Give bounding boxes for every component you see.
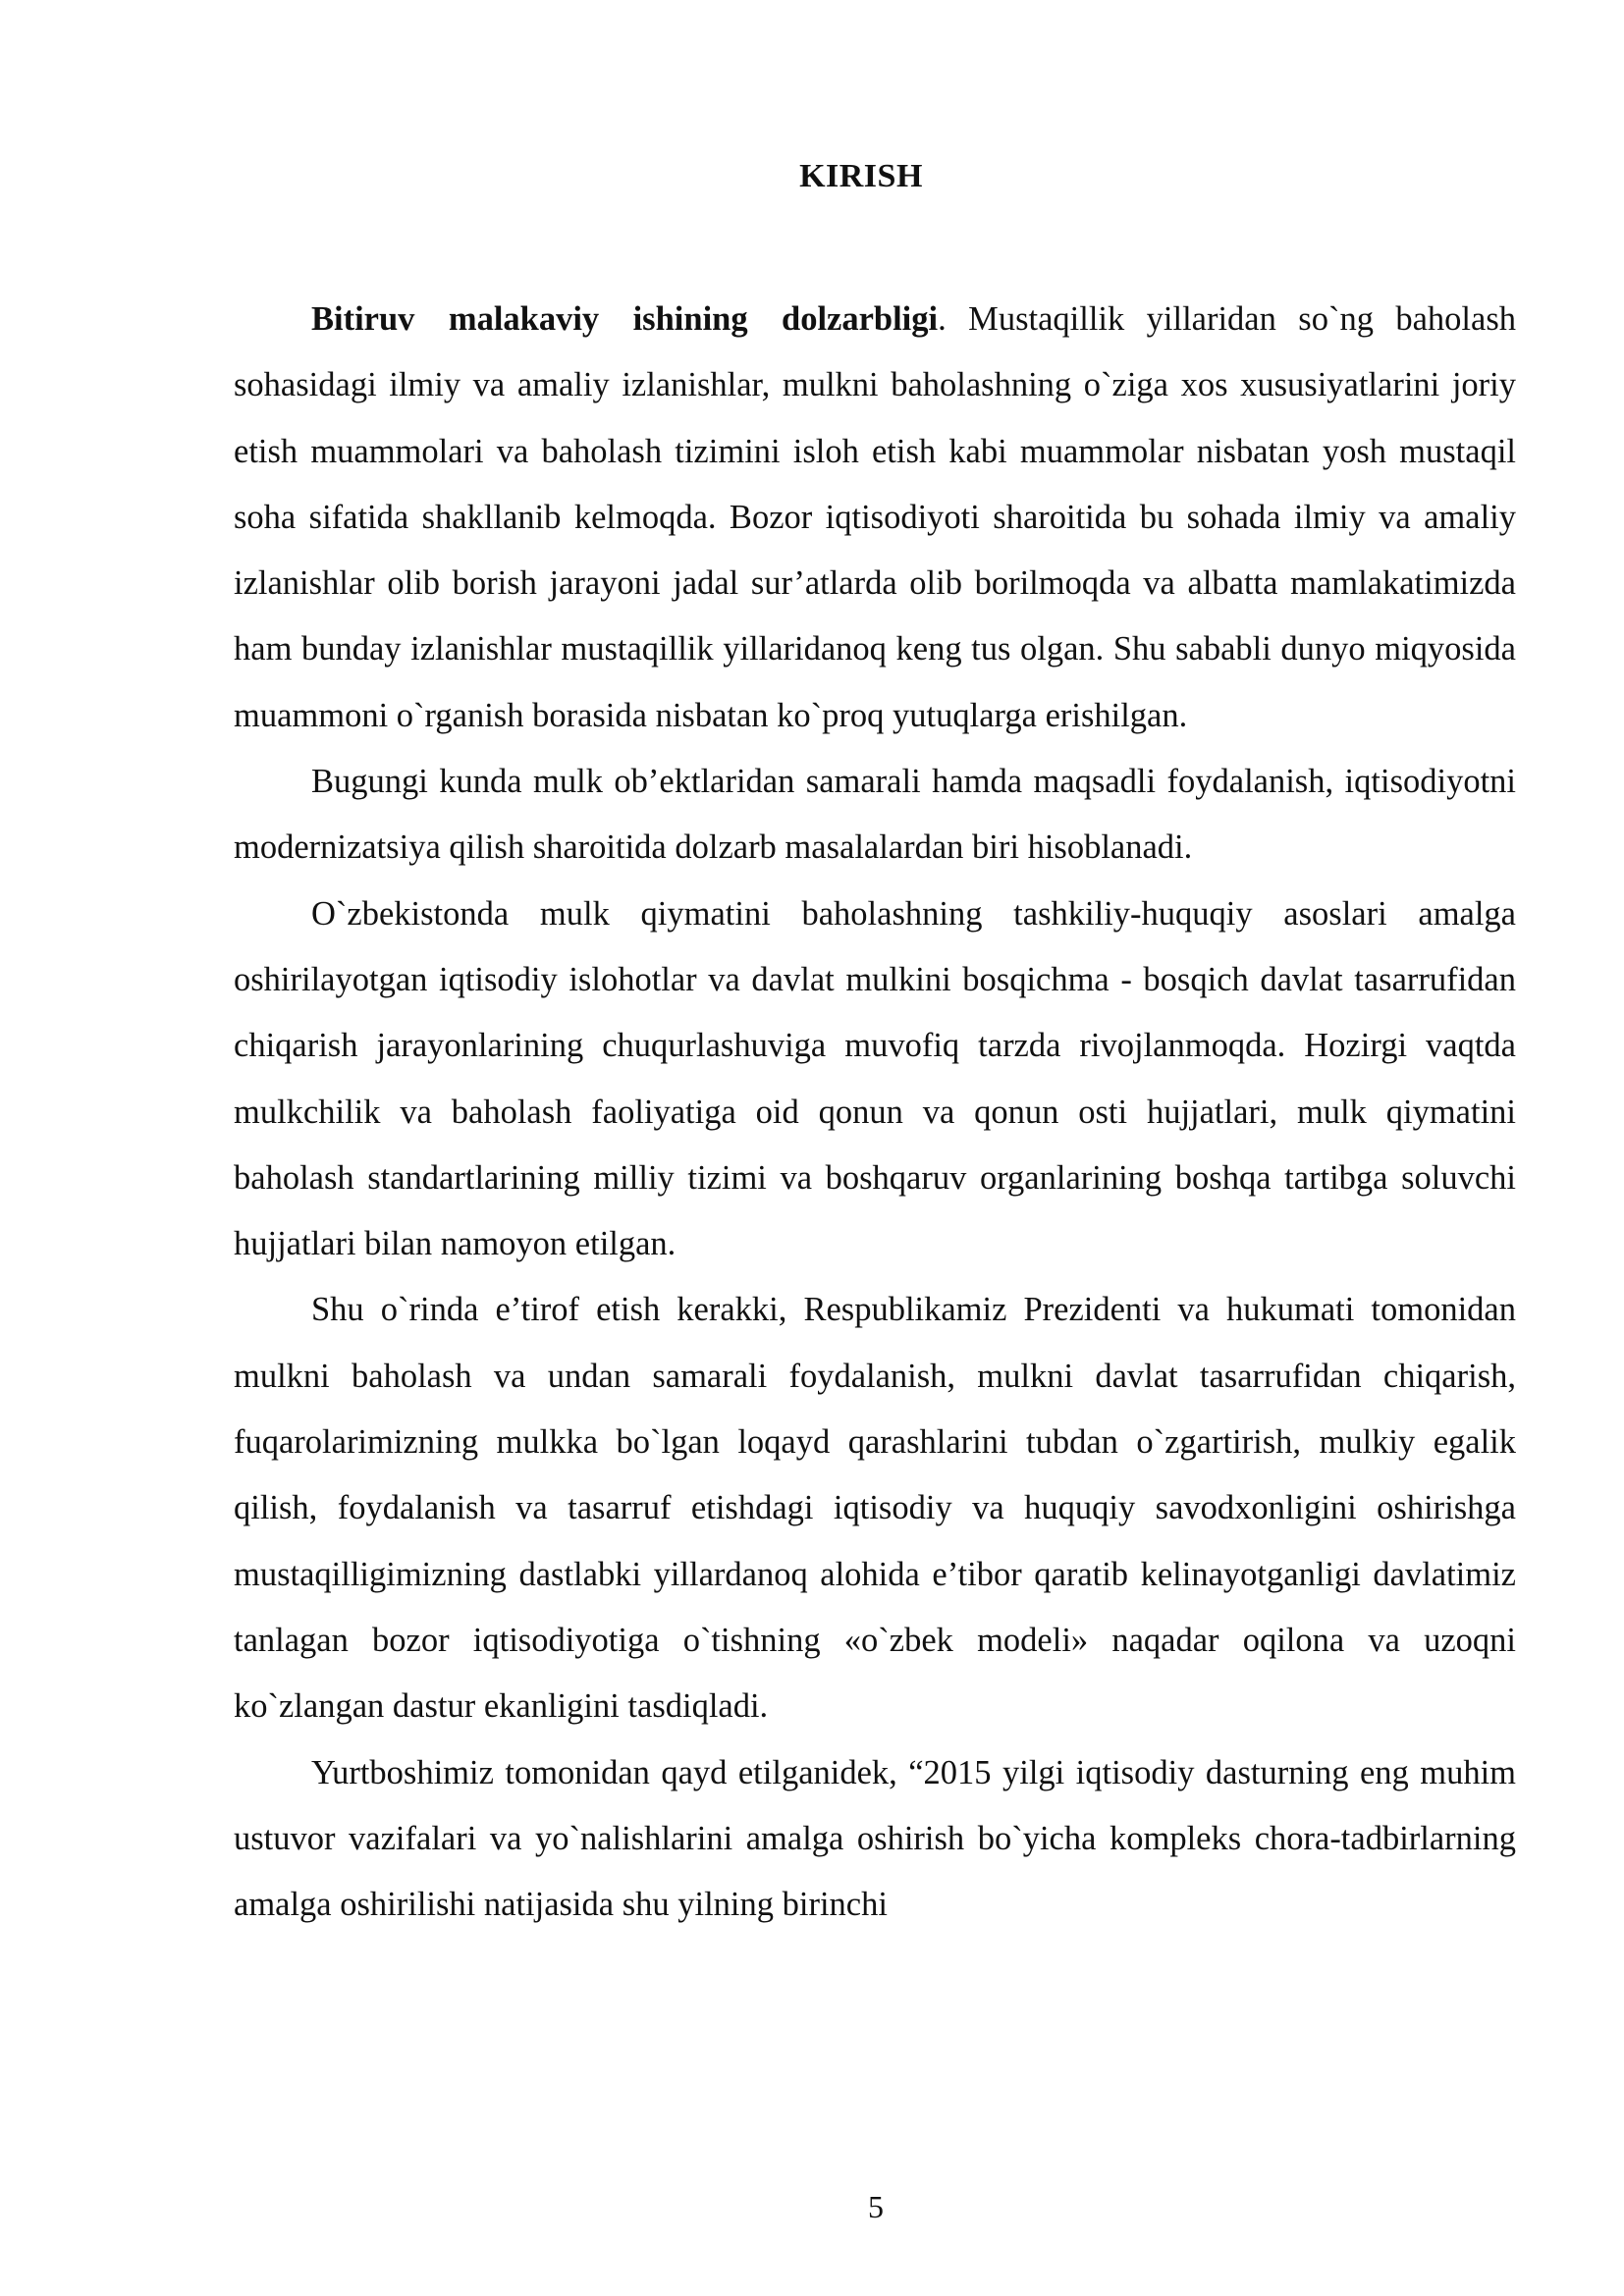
paragraph: O`zbekistonda mulk qiymatini baholashning tashkiliy-huquqiy asoslari amalga oshirilayotgan iqtisodiy islohotlar va davlat mulkini bosqichma - bosqich davlat tasarrufidan chiqarish jarayonlarining chuqurlashuviga muvofiq tarzda rivojlanmoqda. Hozirgi vaqtda mulkchilik va baholash faoliyatiga oid qonun va qonun osti hujjatlari, mulk qiymatini baholash standartlarining milliy tizimi va boshqaruv organlarining boshqa tartibga soluvchi hujjatlari bilan namoyon etilgan. [234,894,1516,1263]
paragraph: Yurtboshimiz tomonidan qayd etilganidek, “2015 yilgi iqtisodiy dasturning eng muhim ustuvor vazifalari va yo`nalishlarini amalga oshirish bo`yicha kompleks chora-tadbirlarning amalga oshirilishi natijasida shu yilning birinchi [234,1753,1516,1924]
paragraph: Shu o`rinda e’tirof etish kerakki, Respublikamiz Prezidenti va hukumati tomonidan mulkni baholash va undan samarali foydalanish, mulkni davlat tasarrufidan chiqarish, fuqarolarimizning mulkka bo`lgan loqayd qarashlarini tubdan o`zgartirish, mulkiy egalik qilish, foydalanish va tasarruf etishdagi iqtisodiy va huquqiy savodxonligini oshirishga mustaqilligimizning dastlabki yillardanoq alohida e’tibor qaratib kelinayotganligi davlatimiz tanlagan bozor iqtisodiyotiga o`tishning «o`zbek modeli» naqadar oqilona va uzoqni ko`zlangan dastur ekanligini tasdiqladi. [234,1291,1516,1726]
paragraph: Bugungi kunda mulk ob’ektlaridan samarali hamda maqsadli foydalanish, iqtisodiyotni modernizatsiya qilish sharoitida dolzarb masalalardan biri hisoblanadi. [234,763,1516,867]
page-number: 5 [868,2189,884,2224]
paragraph-lead: Bitiruv malakaviy ishining dolzarbligi [311,300,939,338]
paragraph-text: . Mustaqillik yillaridan so`ng baholash sohasidagi ilmiy va amaliy izlanishlar, mulkni baholashning o`ziga xos xususiyatlarini joriy etish muammolari va baholash tizimini isloh etish kabi muammolar nisbatan yosh mustaqil soha sifatida shakllanib kelmoqda. Bozor iqtisodiyoti sharoitida bu sohada ilmiy va amaliy izlanishlar olib borish jarayoni jadal sur’atlarda olib borilmoqda va albatta mamlakatimizda ham bunday izlanishlar mustaqillik yillaridanoq keng tus olgan. Shu sababli dunyo miqyosida muammoni o`rganish borasida nisbatan ko`proq yutuqlarga erishilgan. [234,300,1516,734]
body-text [234,287,1516,1938]
page-title: KIRISH [799,158,923,194]
paragraph-relevance [234,287,1516,749]
